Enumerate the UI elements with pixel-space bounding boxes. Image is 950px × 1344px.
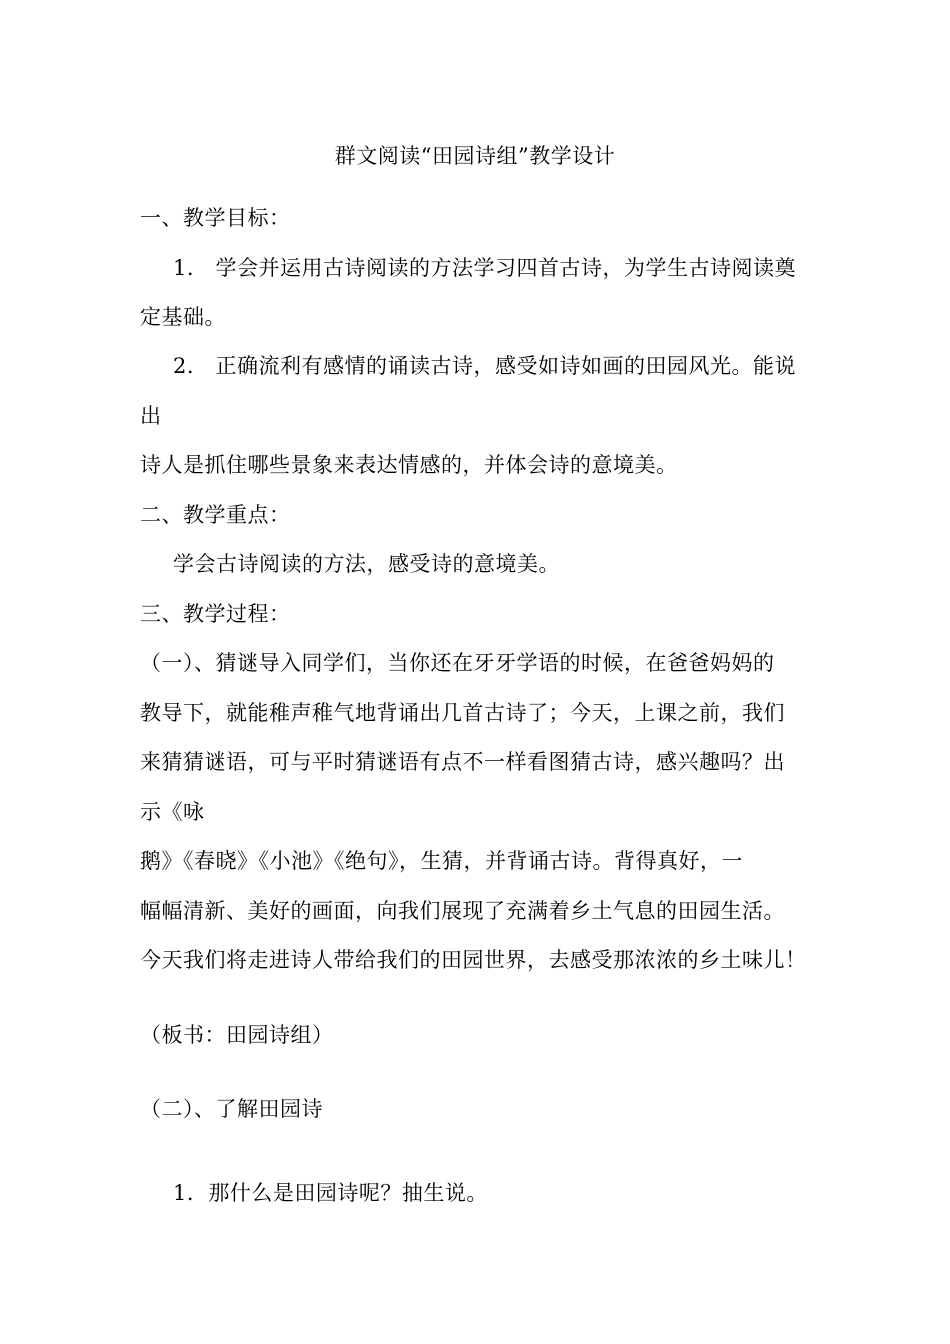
subsection-heading-understand: （二）、了解田园诗 xyxy=(140,1097,323,1121)
process-paragraph-line-2: 教导下，就能稚声稚气地背诵出几首古诗了；今天，上课之前，我们 xyxy=(140,701,785,725)
process-paragraph-line-5: 鹅》《春晓》《小池》《绝句》，生猜，并背诵古诗。背得真好，一 xyxy=(140,849,743,873)
objective-2-line-2: 出 xyxy=(140,404,162,428)
key-point-text: 学会古诗阅读的方法，感受诗的意境美。 xyxy=(173,552,560,576)
objective-2-line-3: 诗人是抓住哪些景象来表达情感的，并体会诗的意境美。 xyxy=(140,453,678,477)
process-paragraph-line-4: 示《咏 xyxy=(140,800,205,824)
blackboard-note: （板书：田园诗组） xyxy=(140,1023,334,1047)
section-heading-objectives: 一、教学目标： xyxy=(140,206,291,230)
process-paragraph-line-7: 今天我们将走进诗人带给我们的田园世界，去感受那浓浓的乡土味儿！ xyxy=(140,948,807,972)
objective-1-line-1: 1. 学会并运用古诗阅读的方法学习四首古诗，为学生古诗阅读奠 xyxy=(173,256,797,280)
objective-1-line-2: 定基础。 xyxy=(140,305,226,329)
subsection-item-1: 1．那什么是田园诗呢？抽生说。 xyxy=(173,1181,488,1205)
process-paragraph-line-1: （一）、猜谜导入同学们，当你还在牙牙学语的时候，在爸爸妈妈的 xyxy=(140,651,775,675)
process-paragraph-line-6: 幅幅清新、美好的画面，向我们展现了充满着乡土气息的田园生活。 xyxy=(140,899,785,923)
process-paragraph-line-3: 来猜猜谜语，可与平时猜谜语有点不一样看图猜古诗，感兴趣吗？出 xyxy=(140,750,785,774)
section-heading-key-points: 二、教学重点： xyxy=(140,503,291,527)
section-heading-process: 三、教学过程： xyxy=(140,602,291,626)
document-title: 群文阅读“田园诗组”教学设计 xyxy=(334,144,616,168)
objective-2-line-1: 2. 正确流利有感情的诵读古诗，感受如诗如画的田园风光。能说 xyxy=(173,354,797,378)
